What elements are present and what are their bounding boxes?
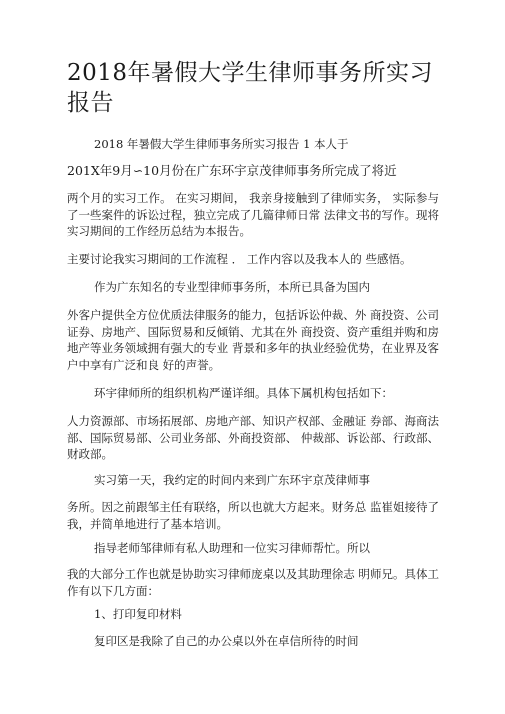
document-title: 2018年暑假大学生律师事务所实习报告 <box>67 60 434 116</box>
paragraph-3: 两个月的实习工作。 在实习期间， 我亲身接触到了律师实务， 实际参与了一些案件的诉讼过程，独立完成了几篇律师日常 法律文书的写作。现将实习期间的工作经历总结为本报告。 <box>67 191 439 238</box>
paragraph-11: 指导老师邹律师有私人助理和一位实习律师帮忙。所以 <box>94 541 370 555</box>
paragraph-12: 我的大部分工作也就是协助实习律师庞桌以及其助理徐志 明师兄。具体工作有以下几方面： <box>67 567 439 598</box>
paragraph-8: 人力资源部、市场拓展部、房地产部、知识产权部、金融证 券部、海商法部、国际贸易部、公司业务部、外商投资部、 仲裁部、诉讼部、行政部、财政部。 <box>67 414 439 461</box>
paragraph-1: 2018 年暑假大学生律师事务所实习报告 1 本人于 <box>94 137 349 151</box>
paragraph-5: 作为广东知名的专业型律师事务所，本所已具备为国内 <box>94 280 370 294</box>
paragraph-7: 环宇律师所的组织机构严谨详细。具体下属机构包括如下： <box>94 386 393 400</box>
paragraph-4: 主要讨论我实习期间的工作流程 ． 工作内容以及我本人的 些感悟。 <box>67 252 412 266</box>
paragraph-2: 201X年9月∽10月份在广东环宇京茂律师事务所完成了将近 <box>67 163 397 178</box>
paragraph-6: 外客户提供全方位优质法律服务的能力，包括诉讼仲裁、外 商投资、公司证券、房地产、国际贸易和反倾销、尤其在外 商投资、资产重组并购和房地产等业务领域拥有强大的专业 背景和多年的执业经验优势，在业界及客户中享有广泛和良 好的声誉。 <box>67 308 439 372</box>
paragraph-13: 复印区是我除了自己的办公桌以外在卓信所待的时间 <box>94 634 359 648</box>
paragraph-10: 务所。因之前跟邹主任有联络，所以也就大方起来。财务总 监崔姐接待了我，并简单地进行了基本培训。 <box>67 500 439 531</box>
section-heading-1: 1、打印复印材料 <box>94 607 182 621</box>
paragraph-9: 实习第一天，我约定的时间内来到广东环宇京茂律师事 <box>94 473 370 487</box>
